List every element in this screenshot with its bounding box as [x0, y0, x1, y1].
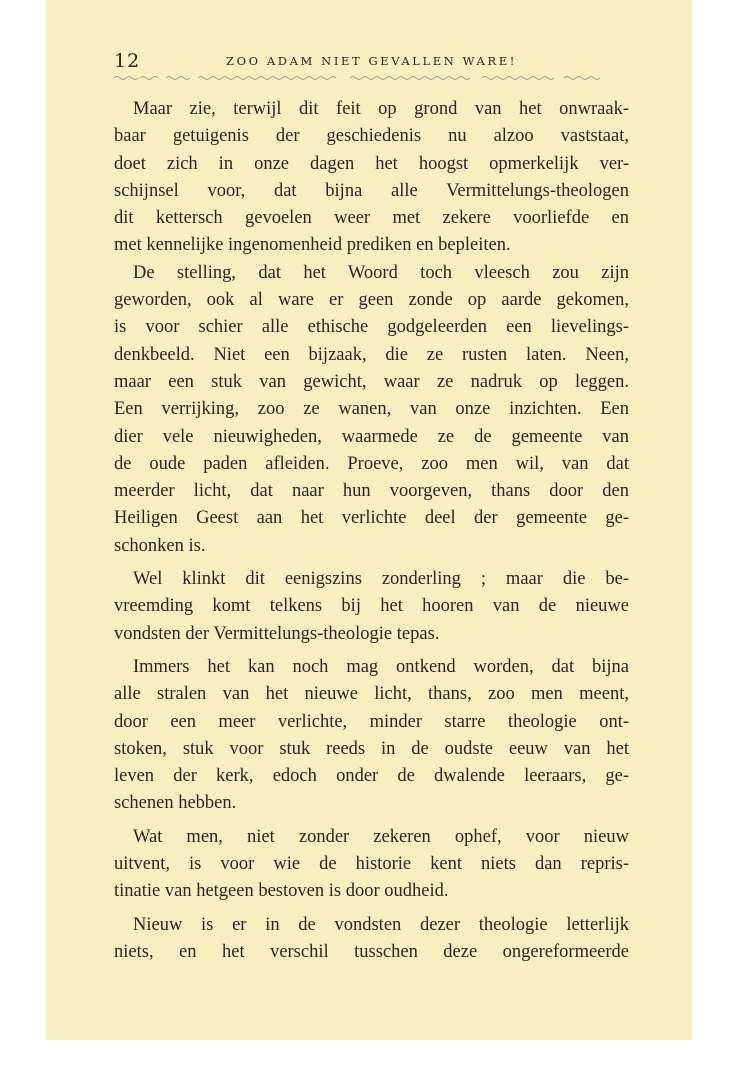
text-line: baar getuigenis der geschiedenis nu alzoo vaststaat, [114, 126, 629, 147]
text-line: door een meer verlichte, minder starre theologie ont- [114, 711, 629, 732]
text-line: niets, en het verschil tusschen deze ongereformeerde [114, 941, 629, 962]
text-line: vondsten der Vermittelungs-theologie tepas. [114, 623, 440, 644]
text-line: Maar zie, terwijl dit feit op grond van het onwraak- [133, 99, 629, 119]
text-line: Heiligen Geest aan het verlichte deel der gemeente ge- [114, 508, 629, 529]
text-line: De stelling, dat het Woord toch vleesch zou zijn [133, 262, 629, 283]
text-line: schijnsel voor, dat bijna alle Vermittelungs-theologen [114, 180, 629, 201]
text-line: uitvent, is voor wie de historie kent niets dan repris- [114, 854, 629, 875]
paragraph [114, 824, 629, 906]
paragraph [114, 96, 629, 260]
ornamental-rule [114, 74, 624, 82]
text-line: dit kettersch gevoelen weer met zekere voorliefde en [114, 208, 629, 229]
paragraph [114, 260, 629, 560]
page-number: 12 [114, 50, 141, 72]
text-line: Wel klinkt dit eenigszins zonderling ; maar die be- [133, 569, 629, 590]
text-line: Immers het kan noch mag ontkend worden, dat bijna [133, 656, 629, 677]
text-line: is voor schier alle ethische godgeleerden een lievelings- [114, 317, 629, 338]
text-line: alle stralen van het nieuwe licht, thans, zoo men meent, [114, 684, 629, 705]
text-line: leven der kerk, edoch onder de dwalende leeraars, ge- [114, 766, 629, 787]
text-line: Nieuw is er in de vondsten dezer theologie letterlijk [133, 914, 629, 935]
paragraph [114, 912, 629, 967]
text-line: doet zich in onze dagen het hoogst opmerkelijk ver- [114, 153, 629, 174]
text-line: maar een stuk van gewicht, waar ze nadruk op leggen. [114, 371, 629, 392]
text-line: dier vele nieuwigheden, waarmede ze de gemeente van [114, 426, 629, 447]
text-line: tinatie van hetgeen bestoven is door oudheid. [114, 881, 449, 902]
text-line: Een verrijking, zoo ze wanen, van onze inzichten. Een [114, 399, 629, 420]
text-line: meerder licht, dat naar hun voorgeven, thans door den [114, 481, 629, 502]
text-line: schonken is. [114, 535, 206, 556]
text-line: met kennelijke ingenomenheid prediken en bepleiten. [114, 235, 511, 256]
body-text [114, 96, 629, 966]
paragraph [114, 566, 629, 648]
running-title: ZOO ADAM NIET GEVALLEN WARE! [226, 54, 517, 68]
running-head [114, 50, 674, 74]
text-line: geworden, ook al ware er geen zonde op aarde gekomen, [114, 290, 629, 311]
text-line: schenen hebben. [114, 793, 237, 814]
paragraph [114, 654, 629, 818]
book-page [46, 0, 692, 1040]
text-line: stoken, stuk voor stuk reeds in de oudste eeuw van het [114, 738, 629, 759]
text-line: Wat men, niet zonder zekeren ophef, voor nieuw [133, 826, 629, 847]
text-line: denkbeeld. Niet een bijzaak, die ze rusten laten. Neen, [114, 344, 629, 365]
text-line: de oude paden afleiden. Proeve, zoo men wil, van dat [114, 453, 629, 474]
text-line: vreemding komt telkens bij het hooren van de nieuwe [114, 596, 629, 617]
